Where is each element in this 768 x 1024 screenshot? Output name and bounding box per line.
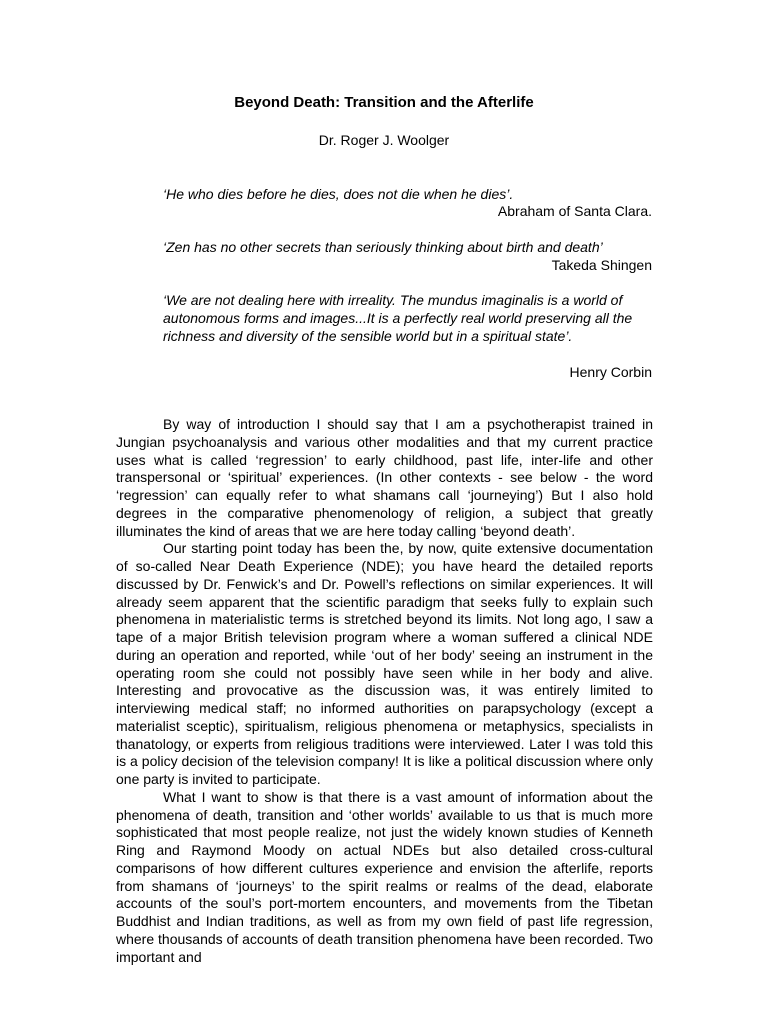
body-paragraph: What I want to show is that there is a vast amount of information about the phenomena of death, transition and ‘other worlds’ available to us that is much more sophisticated that most people realize, not just the widely known studies of Kenneth Ring and Raymond Moody on actual NDEs but also detailed cross-cultural comparisons of how different cultures experience and envision the afterlife, reports from shamans of ‘journeys’ to the spirit realms or realms of the dead, elaborate accounts of the soul’s port-mortem encounters, and movements from the Tibetan Buddhist and Indian traditions, as well as from my own field of past life regression, where thousands of accounts of death transition phenomena have been recorded. Two important and	[116, 788, 653, 965]
epigraph-quote: ‘We are not dealing here with irreality. The mundus imaginalis is a world of autonomous forms and images...It is a perfectly real world preserving all the richness and diversity of the sensible world but in a spiritual state’.	[163, 292, 633, 344]
body-paragraph: By way of introduction I should say that I am a psychotherapist trained in Jungian psychoanalysis and various other modalities and that my current practice uses what is called ‘regression’ to early childhood, past life, inter-life and other transpersonal or ‘spiritual’ experiences. (In other contexts - see below - the word ‘regression’ can equally refer to what shamans call ‘journeying’) But I also hold degrees in the comparative phenomenology of religion, a subject that greatly illuminates the kind of areas that we are here today calling ‘beyond death’.	[116, 416, 653, 539]
epigraph-attribution: Henry Corbin	[569, 364, 652, 380]
epigraph-quote: ‘Zen has no other secrets than seriously thinking about birth and death’	[163, 239, 603, 255]
epigraph-quote: ‘He who dies before he dies, does not die when he dies’.	[163, 186, 514, 202]
document-author: Dr. Roger J. Woolger	[318, 132, 450, 148]
body-paragraph: Our starting point today has been the, by now, quite extensive documentation of so-called Near Death Experience (NDE); you have heard the detailed reports discussed by Dr. Fenwick’s and Dr. Powell’s reflections on similar experiences. It will already seem apparent that the scientific paradigm that seeks fully to explain such phenomena in materialistic terms is stretched beyond its limits. Not long ago, I saw a tape of a major British television program where a woman suffered a clinical NDE during an operation and reported, while ‘out of her body’ seeing an instrument in the operating room she could not possibly have seen while in her body and alive. Interesting and provocative as the discussion was, it was entirely limited to interviewing medical staff; no informed authorities on parapsychology (except a materialist sceptic), spiritualism, religious phenomena or metaphysics, specialists in thanatology, or experts from religious traditions were interviewed. Later I was told this is a policy decision of the television company! It is like a political discussion where only one party is invited to participate.	[116, 540, 653, 787]
epigraph-attribution: Abraham of Santa Clara.	[497, 203, 652, 219]
epigraph-attribution: Takeda Shingen	[551, 257, 652, 273]
document-title: Beyond Death: Transition and the Afterlife	[234, 94, 534, 111]
body-text	[116, 416, 653, 966]
